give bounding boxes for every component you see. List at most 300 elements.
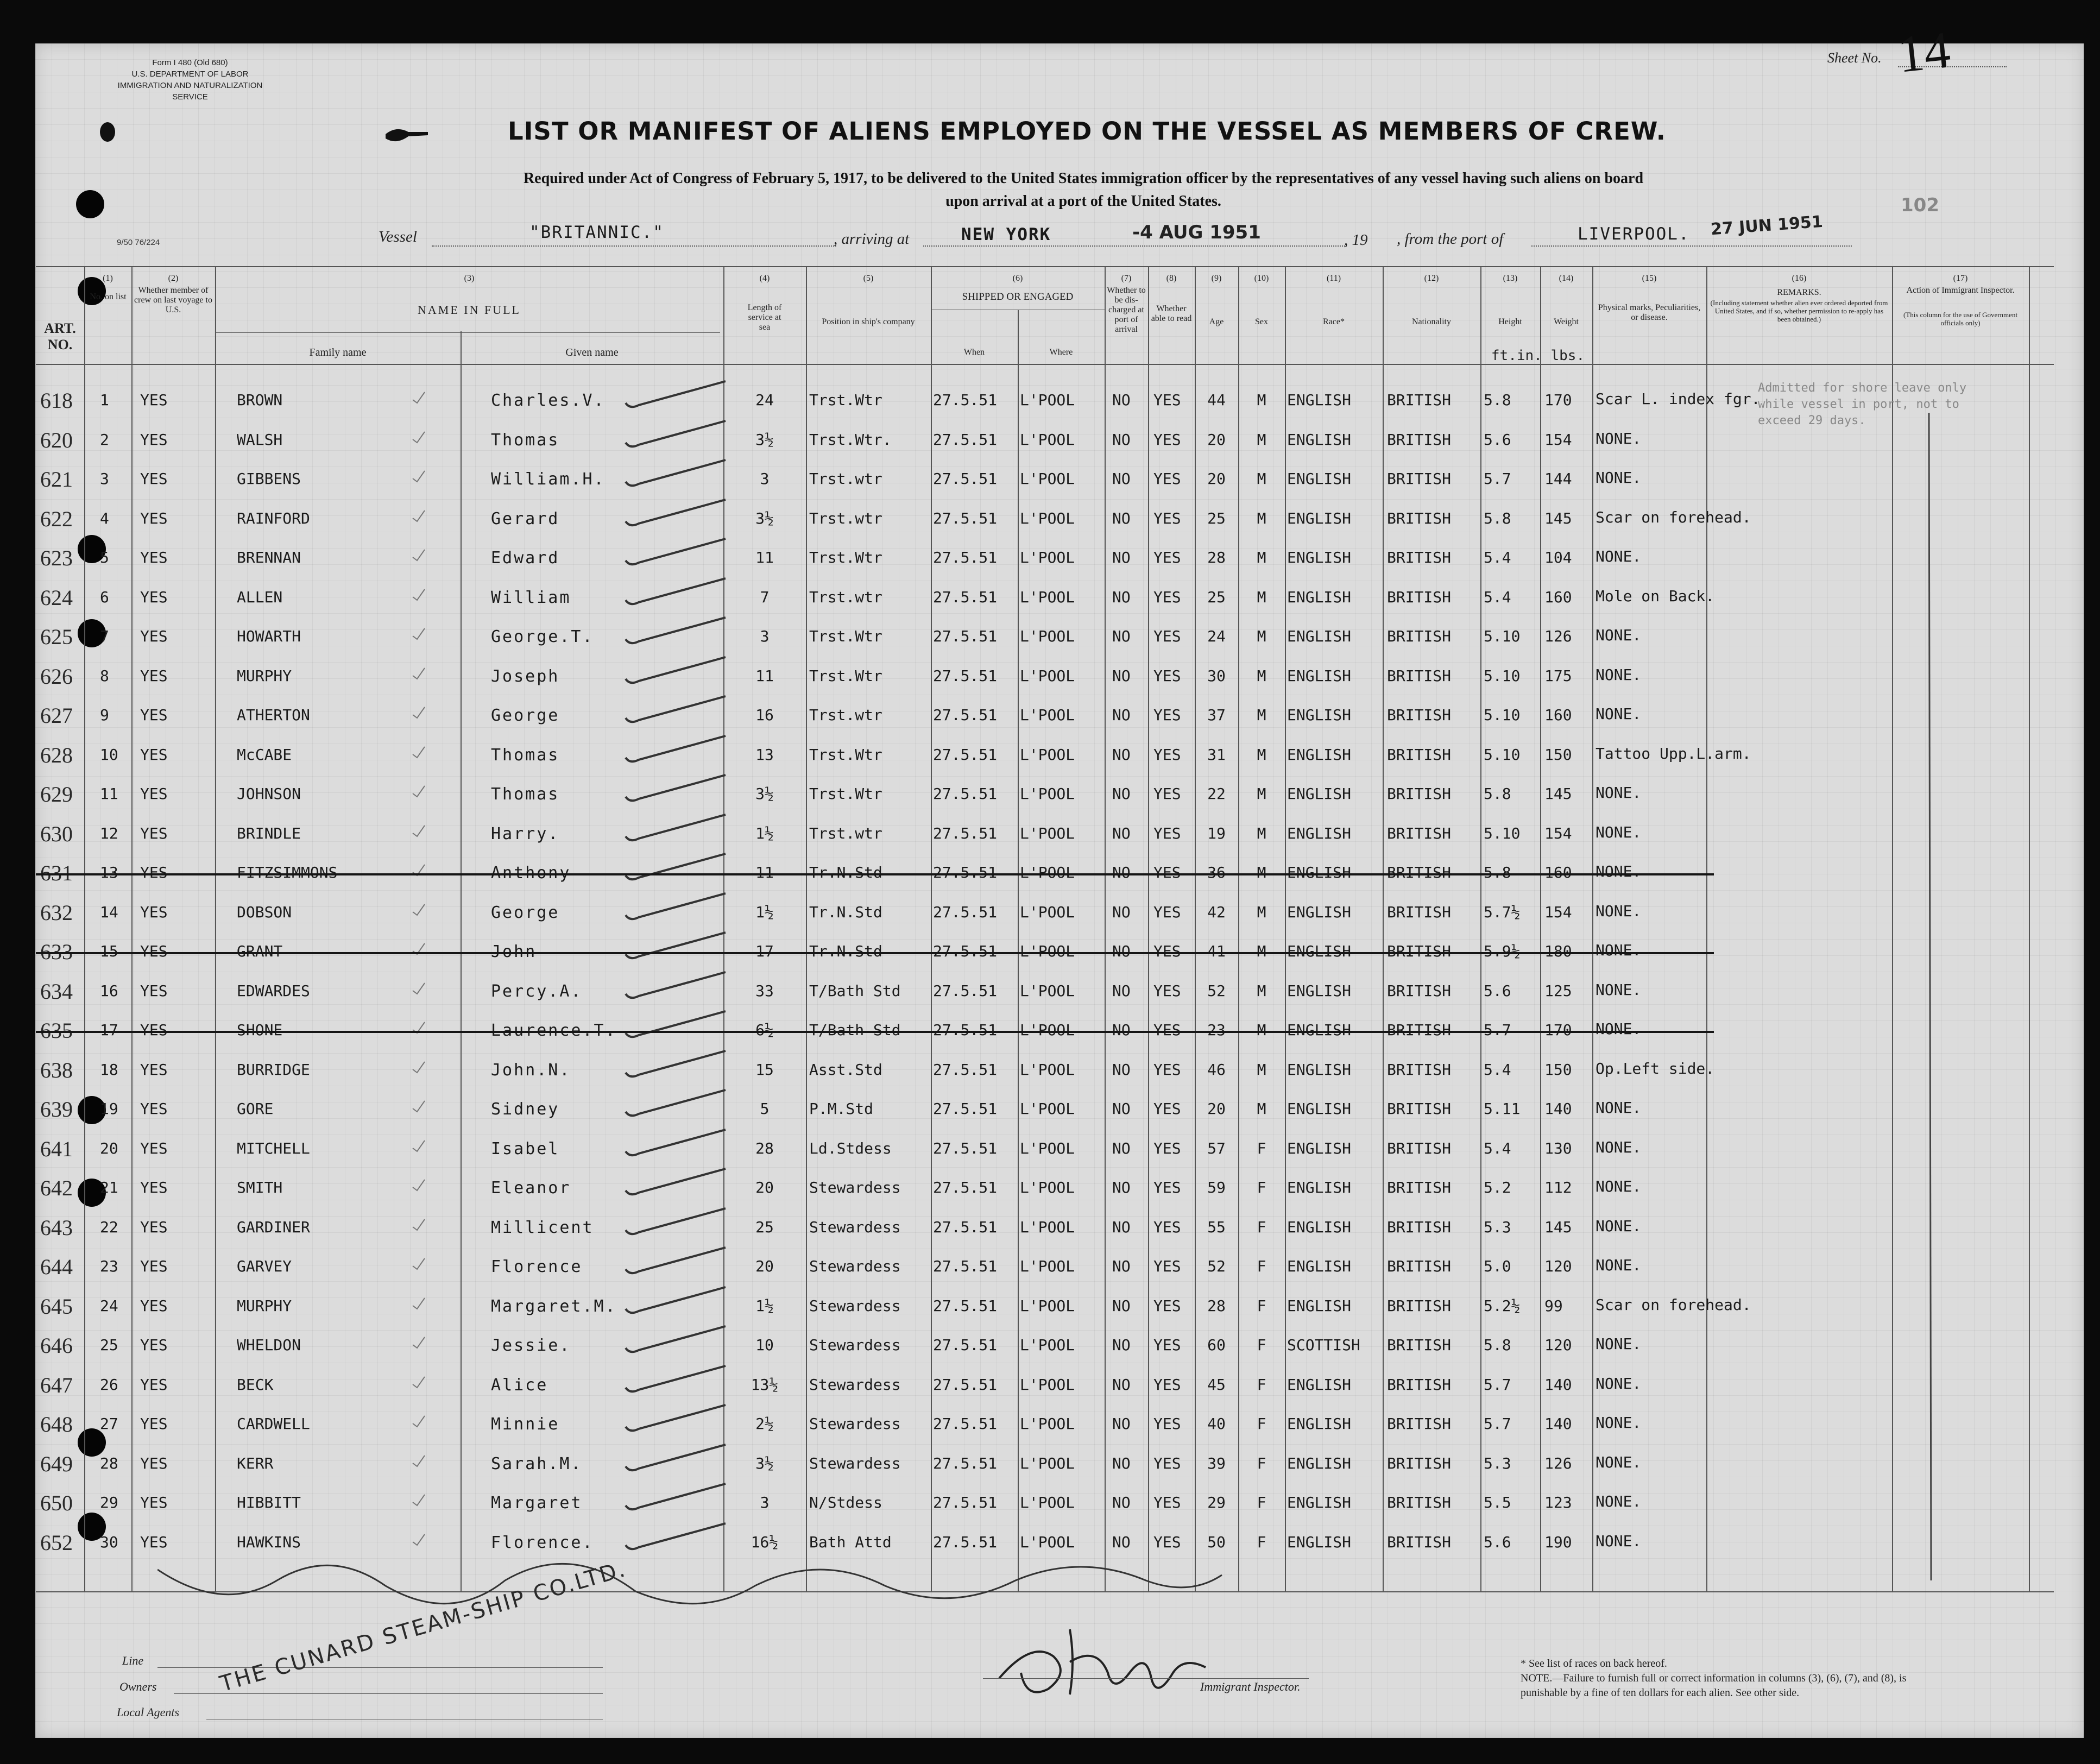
cell-where: L'POOL	[1020, 1179, 1075, 1196]
cell-art: 630	[40, 822, 73, 846]
cell-marks: NONE.	[1596, 1099, 1642, 1117]
cell-age: 28	[1207, 1297, 1226, 1315]
cell-sex: F	[1257, 1376, 1266, 1394]
check-mark-icon	[411, 705, 427, 721]
cell-marks: Op.Left side.	[1596, 1060, 1715, 1078]
name-in-full-header: NAME IN FULL	[418, 303, 521, 317]
cell-age: 44	[1207, 391, 1226, 409]
cell-service: 3	[760, 470, 770, 488]
cell-position: T/Bath Std	[809, 982, 901, 1000]
cell-when: 27.5.51	[933, 1021, 998, 1039]
verification-check-icon	[622, 969, 731, 1001]
cell-when: 27.5.51	[933, 1533, 998, 1551]
verification-check-icon	[622, 1323, 731, 1356]
check-mark-icon	[411, 1060, 427, 1076]
cell-height: 5.7	[1484, 470, 1511, 488]
cell-family: MURPHY	[237, 1297, 292, 1315]
cell-nat: BRITISH	[1387, 1218, 1452, 1236]
cell-when: 27.5.51	[933, 391, 998, 409]
cell-height: 5.8	[1484, 864, 1511, 881]
cell-no: 30	[100, 1533, 118, 1551]
cell-race: ENGLISH	[1287, 1179, 1352, 1196]
cell-sex: M	[1257, 549, 1266, 566]
cell-family: CARDWELL	[237, 1415, 310, 1433]
cell-given: Thomas	[491, 431, 560, 450]
cell-nat: BRITISH	[1387, 864, 1452, 881]
cell-where: L'POOL	[1020, 903, 1075, 921]
cell-nat: BRITISH	[1387, 903, 1452, 921]
cell-where: L'POOL	[1020, 785, 1075, 803]
cell-read: YES	[1153, 509, 1181, 527]
line-rule	[157, 1667, 603, 1668]
cell-art: 643	[40, 1215, 73, 1240]
cell-family: GRANT	[237, 942, 283, 960]
cell-no: 8	[100, 667, 109, 685]
cell-age: 24	[1207, 627, 1226, 645]
cell-age: 52	[1207, 1257, 1226, 1275]
given-name-header: Given name	[565, 346, 619, 358]
cell-sex: M	[1257, 746, 1266, 764]
cell-nat: BRITISH	[1387, 627, 1452, 645]
cell-weight: 123	[1544, 1494, 1572, 1511]
cell-art: 638	[40, 1058, 73, 1082]
column-number: (16)	[1792, 274, 1807, 283]
cell-height: 5.2½	[1484, 1297, 1521, 1315]
crew-manifest-table	[36, 266, 2054, 1591]
strike-through-line	[36, 873, 1714, 875]
from-port: LIVERPOOL.	[1578, 224, 1690, 244]
sheet-number: 14	[1895, 20, 1953, 84]
cell-race: ENGLISH	[1287, 982, 1352, 1000]
cell-nat: BRITISH	[1387, 1257, 1452, 1275]
cell-no: 4	[100, 509, 109, 527]
cell-when: 27.5.51	[933, 1376, 998, 1394]
cell-disch: NO	[1112, 391, 1131, 409]
weight-header: Weight	[1554, 317, 1579, 326]
column-number: (11)	[1326, 274, 1341, 283]
cell-age: 25	[1207, 509, 1226, 527]
cell-disch: NO	[1112, 1494, 1131, 1511]
cell-sex: F	[1257, 1218, 1266, 1236]
cell-given: Isabel	[491, 1139, 560, 1158]
cell-family: DOBSON	[237, 903, 292, 921]
cell-family: BRINDLE	[237, 824, 301, 842]
verification-check-icon	[622, 1166, 731, 1198]
cell-given: Edward	[491, 549, 560, 568]
cell-read: YES	[1153, 391, 1181, 409]
cell-age: 28	[1207, 549, 1226, 566]
cell-where: L'POOL	[1020, 1415, 1075, 1433]
verification-check-icon	[622, 1244, 731, 1277]
cell-no: 24	[100, 1297, 118, 1315]
cell-when: 27.5.51	[933, 1139, 998, 1157]
cell-read: YES	[1153, 824, 1181, 842]
cell-race: ENGLISH	[1287, 1061, 1352, 1079]
cell-marks: NONE.	[1596, 1256, 1642, 1274]
cell-family: ATHERTON	[237, 706, 310, 724]
cell-sex: M	[1257, 627, 1266, 645]
cell-race: ENGLISH	[1287, 667, 1352, 685]
cell-last: YES	[140, 1297, 168, 1315]
verification-check-icon	[622, 1363, 731, 1395]
table-top-rule	[36, 266, 2054, 267]
verification-check-icon	[622, 1126, 731, 1159]
cell-age: 23	[1207, 1021, 1226, 1039]
arrival-date-stamp: -4 AUG 1951	[1132, 222, 1261, 243]
length-of-service-header: Length of service at sea	[747, 303, 782, 332]
column-number: (10)	[1254, 274, 1269, 283]
cell-disch: NO	[1112, 1218, 1131, 1236]
cell-when: 27.5.51	[933, 982, 998, 1000]
cell-where: L'POOL	[1020, 1494, 1075, 1511]
cell-height: 5.4	[1484, 549, 1511, 566]
cell-position: Trst.wtr	[809, 470, 882, 488]
cell-service: 1½	[755, 1297, 774, 1315]
cell-read: YES	[1153, 1415, 1181, 1433]
cell-family: GARVEY	[237, 1257, 292, 1275]
cell-when: 27.5.51	[933, 1061, 998, 1079]
cell-last: YES	[140, 864, 168, 881]
cell-race: ENGLISH	[1287, 824, 1352, 842]
cell-age: 57	[1207, 1139, 1226, 1157]
cell-marks: Tattoo Upp.L.arm.	[1596, 745, 1751, 763]
cell-race: ENGLISH	[1287, 706, 1352, 724]
check-mark-icon	[411, 1296, 427, 1312]
cell-disch: NO	[1112, 1021, 1131, 1039]
cell-read: YES	[1153, 667, 1181, 685]
cell-disch: NO	[1112, 785, 1131, 803]
cell-family: ALLEN	[237, 588, 283, 606]
cell-last: YES	[140, 588, 168, 606]
units-label: ft.in. lbs.	[1491, 348, 1585, 364]
check-mark-icon	[411, 784, 427, 800]
cell-race: ENGLISH	[1287, 1415, 1352, 1433]
cell-weight: 126	[1544, 627, 1572, 645]
cell-when: 27.5.51	[933, 1494, 998, 1511]
cell-given: Thomas	[491, 785, 560, 804]
cell-given: Sarah.M.	[491, 1454, 583, 1473]
cell-where: L'POOL	[1020, 1297, 1075, 1315]
cell-marks: NONE.	[1596, 1532, 1642, 1550]
discharged-header: Whether to be dis-charged at port of arrival	[1107, 286, 1146, 334]
cell-given: George	[491, 903, 560, 922]
cell-age: 29	[1207, 1494, 1226, 1511]
strike-through-line	[36, 952, 1714, 954]
cell-sex: M	[1257, 470, 1266, 488]
cell-art: 649	[40, 1452, 73, 1476]
cell-family: FITZSIMMONS	[237, 864, 338, 881]
cell-service: 1½	[755, 824, 774, 842]
cell-art: 620	[40, 428, 73, 452]
cell-given: Florence	[491, 1257, 583, 1276]
cell-where: L'POOL	[1020, 1100, 1075, 1118]
cell-race: ENGLISH	[1287, 470, 1352, 488]
cell-art: 623	[40, 546, 73, 570]
able-to-read-header: Whether able to read	[1151, 304, 1192, 323]
cell-no: 19	[100, 1100, 118, 1118]
cell-art: 648	[40, 1412, 73, 1437]
arriving-label: , arriving at	[834, 230, 910, 248]
cell-age: 30	[1207, 667, 1226, 685]
cell-service: 20	[755, 1179, 774, 1196]
cell-given: George	[491, 706, 560, 725]
cell-read: YES	[1153, 1376, 1181, 1394]
cell-last: YES	[140, 1139, 168, 1157]
cell-last: YES	[140, 1021, 168, 1039]
column-divider	[806, 266, 807, 1591]
cell-position: Trst.Wtr	[809, 627, 882, 645]
verification-check-icon	[622, 496, 731, 529]
column-number: (1)	[103, 274, 113, 283]
cell-given: Thomas	[491, 746, 560, 765]
column-divider	[931, 266, 932, 1591]
column-number: (5)	[863, 274, 874, 283]
cell-where: L'POOL	[1020, 391, 1075, 409]
cell-weight: 140	[1544, 1376, 1572, 1394]
cell-height: 5.5	[1484, 1494, 1511, 1511]
owners-label: Owners	[119, 1680, 157, 1693]
cell-weight: 145	[1544, 509, 1572, 527]
cell-family: WALSH	[237, 431, 283, 449]
cell-nat: BRITISH	[1387, 549, 1452, 566]
cell-when: 27.5.51	[933, 706, 998, 724]
cell-read: YES	[1153, 903, 1181, 921]
cell-given: Minnie	[491, 1415, 560, 1434]
cell-height: 5.10	[1484, 746, 1521, 764]
footer-notes	[1521, 1656, 1912, 1700]
cell-when: 27.5.51	[933, 1297, 998, 1315]
cell-age: 60	[1207, 1336, 1226, 1354]
cell-marks: Scar on forehead.	[1596, 508, 1751, 526]
arriving-rule	[923, 245, 1347, 247]
cell-nat: BRITISH	[1387, 509, 1452, 527]
cell-service: 13	[755, 746, 774, 764]
check-mark-icon	[411, 1532, 427, 1548]
cell-family: BECK	[237, 1376, 274, 1394]
cell-art: 628	[40, 743, 73, 767]
cell-disch: NO	[1112, 903, 1131, 921]
cell-given: Gerard	[491, 509, 560, 528]
cell-last: YES	[140, 1494, 168, 1511]
cell-position: Trst.wtr	[809, 824, 882, 842]
verification-check-icon	[622, 575, 731, 608]
height-header: Height	[1498, 317, 1522, 326]
inspector-action-note: (This column for the use of Government officials only)	[1903, 311, 2018, 327]
cell-service: 11	[755, 864, 774, 881]
cell-when: 27.5.51	[933, 1179, 998, 1196]
cell-given: Florence.	[491, 1533, 594, 1552]
cell-read: YES	[1153, 1139, 1181, 1157]
cell-position: Trst.Wtr	[809, 667, 882, 685]
check-mark-icon	[411, 1375, 427, 1391]
cell-where: L'POOL	[1020, 431, 1075, 449]
cell-given: Millicent	[491, 1218, 594, 1237]
column-number: (8)	[1166, 274, 1177, 283]
cell-marks: NONE.	[1596, 1138, 1642, 1156]
cell-last: YES	[140, 1100, 168, 1118]
remarks-header-note: (Including statement whether alien ever ordered deported from United States, and if so, whether permission to re-apply has been obtained.)	[1710, 299, 1888, 323]
cell-race: ENGLISH	[1287, 431, 1352, 449]
verification-check-icon	[622, 693, 731, 726]
cell-given: Alice	[491, 1376, 548, 1395]
line-label: Line	[122, 1654, 144, 1667]
cell-race: ENGLISH	[1287, 1494, 1352, 1511]
cell-given: Charles.V.	[491, 391, 606, 410]
cell-last: YES	[140, 1336, 168, 1354]
cell-weight: 112	[1544, 1179, 1572, 1196]
column-number: (9)	[1211, 274, 1222, 283]
cell-read: YES	[1153, 1021, 1181, 1039]
cell-weight: 126	[1544, 1454, 1572, 1472]
cell-read: YES	[1153, 431, 1181, 449]
cell-marks: Mole on Back.	[1596, 587, 1715, 605]
cell-last: YES	[140, 391, 168, 409]
cell-family: WHELDON	[237, 1336, 301, 1354]
form-number: Form I 480 (Old 680)	[152, 58, 228, 67]
cell-disch: NO	[1112, 588, 1131, 606]
cell-age: 40	[1207, 1415, 1226, 1433]
cell-no: 15	[100, 942, 118, 960]
cell-disch: NO	[1112, 982, 1131, 1000]
check-mark-icon	[411, 469, 427, 485]
cell-age: 59	[1207, 1179, 1226, 1196]
cell-read: YES	[1153, 1061, 1181, 1079]
cell-art: 647	[40, 1373, 73, 1397]
cell-no: 2	[100, 431, 109, 449]
cell-art: 645	[40, 1294, 73, 1319]
shipped-engaged-header: SHIPPED OR ENGAGED	[962, 291, 1074, 303]
cell-no: 5	[100, 549, 109, 566]
column-divider	[1540, 266, 1541, 1591]
cell-weight: 144	[1544, 470, 1572, 488]
cell-age: 41	[1207, 942, 1226, 960]
cell-marks: NONE.	[1596, 430, 1642, 448]
cell-nat: BRITISH	[1387, 746, 1452, 764]
cell-disch: NO	[1112, 509, 1131, 527]
cell-sex: M	[1257, 667, 1266, 685]
column-divider	[1892, 266, 1893, 1591]
cell-family: SHONE	[237, 1021, 283, 1039]
column-divider	[1285, 266, 1286, 1591]
cell-position: Stewardess	[809, 1336, 901, 1354]
cell-where: L'POOL	[1020, 1139, 1075, 1157]
cell-weight: 190	[1544, 1533, 1572, 1551]
cell-position: Tr.N.Std	[809, 942, 882, 960]
age-header: Age	[1209, 317, 1224, 326]
cell-disch: NO	[1112, 1100, 1131, 1118]
cell-race: ENGLISH	[1287, 903, 1352, 921]
cell-age: 37	[1207, 706, 1226, 724]
cell-disch: NO	[1112, 470, 1131, 488]
page-title: LIST OR MANIFEST OF ALIENS EMPLOYED ON THE VESSEL AS MEMBERS OF CREW.	[508, 117, 1666, 146]
cell-last: YES	[140, 982, 168, 1000]
cell-given: Margaret.M.	[491, 1297, 617, 1316]
cell-when: 27.5.51	[933, 1454, 998, 1472]
cell-when: 27.5.51	[933, 470, 998, 488]
cell-service: 24	[755, 391, 774, 409]
cell-art: 618	[40, 388, 73, 413]
cell-height: 5.4	[1484, 1061, 1511, 1079]
cell-sex: M	[1257, 588, 1266, 606]
cell-art: 634	[40, 979, 73, 1004]
check-mark-icon	[411, 547, 427, 564]
cell-art: 639	[40, 1097, 73, 1122]
cell-art: 631	[40, 861, 73, 885]
cell-no: 17	[100, 1021, 118, 1039]
check-mark-icon	[411, 1256, 427, 1272]
cell-last: YES	[140, 1533, 168, 1551]
cell-family: MURPHY	[237, 667, 292, 685]
cell-service: 3	[760, 1494, 770, 1511]
cell-position: Stewardess	[809, 1257, 901, 1275]
cell-position: Trst.Wtr	[809, 391, 882, 409]
column-number: (2)	[168, 274, 179, 283]
cell-no: 26	[100, 1376, 118, 1394]
cell-service: 1½	[755, 903, 774, 921]
cell-art: 626	[40, 664, 73, 689]
cell-family: EDWARDES	[237, 982, 310, 1000]
cell-when: 27.5.51	[933, 588, 998, 606]
cell-art: 641	[40, 1137, 73, 1161]
cell-disch: NO	[1112, 824, 1131, 842]
cell-sex: F	[1257, 1257, 1266, 1275]
cell-service: 3½	[755, 1454, 774, 1472]
cell-position: Trst.wtr	[809, 706, 882, 724]
agent-stamp: THE CUNARD STEAM-SHIP CO.LTD.	[217, 1557, 629, 1697]
cell-nat: BRITISH	[1387, 391, 1452, 409]
cell-sex: M	[1257, 391, 1266, 409]
inspector-rule	[983, 1678, 1309, 1679]
cell-last: YES	[140, 706, 168, 724]
cell-read: YES	[1153, 1218, 1181, 1236]
cell-where: L'POOL	[1020, 1533, 1075, 1551]
cell-family: HAWKINS	[237, 1533, 301, 1551]
column-divider	[1480, 266, 1481, 1591]
cell-disch: NO	[1112, 1297, 1131, 1315]
cell-sex: F	[1257, 1454, 1266, 1472]
cell-marks: NONE.	[1596, 902, 1642, 920]
stamp-number: 102	[1901, 194, 1939, 216]
cell-height: 5.8	[1484, 391, 1511, 409]
cell-family: KERR	[237, 1454, 274, 1472]
cell-marks: NONE.	[1596, 1453, 1642, 1471]
verification-check-icon	[622, 1480, 731, 1513]
cell-weight: 145	[1544, 1218, 1572, 1236]
cell-last: YES	[140, 509, 168, 527]
cell-read: YES	[1153, 706, 1181, 724]
cell-race: ENGLISH	[1287, 1218, 1352, 1236]
cell-sex: M	[1257, 824, 1266, 842]
cell-height: 5.9½	[1484, 942, 1521, 960]
cell-service: 17	[755, 942, 774, 960]
cell-family: McCABE	[237, 746, 292, 764]
last-voyage-header: Whether member of crew on last voyage to U.S.	[134, 286, 212, 314]
cell-service: 11	[755, 549, 774, 566]
inspector-label: Immigrant Inspector.	[1200, 1680, 1301, 1693]
cell-when: 27.5.51	[933, 824, 998, 842]
cell-where: L'POOL	[1020, 1061, 1075, 1079]
cell-height: 5.4	[1484, 1139, 1511, 1157]
cell-weight: 140	[1544, 1415, 1572, 1433]
cell-read: YES	[1153, 746, 1181, 764]
cell-disch: NO	[1112, 1376, 1131, 1394]
cell-family: GORE	[237, 1100, 274, 1118]
cell-height: 5.2	[1484, 1179, 1511, 1196]
cell-where: L'POOL	[1020, 588, 1075, 606]
cell-where: L'POOL	[1020, 1454, 1075, 1472]
check-mark-icon	[411, 666, 427, 682]
cell-height: 5.6	[1484, 982, 1511, 1000]
